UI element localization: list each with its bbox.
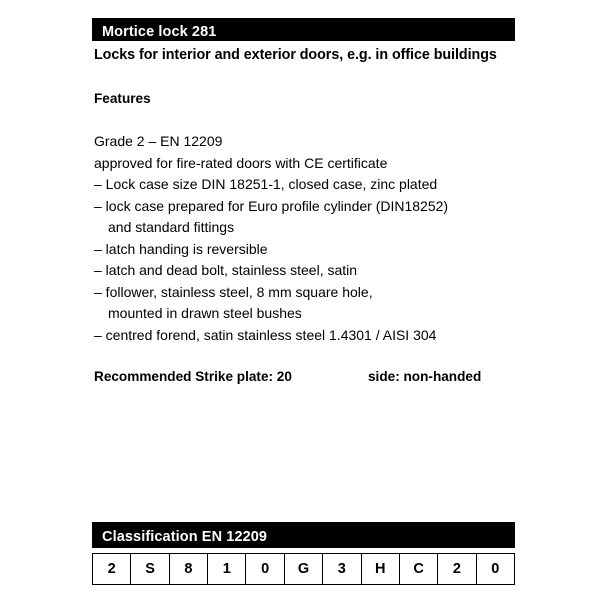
classification-cell: G	[285, 554, 323, 584]
feature-line: – latch handing is reversible	[94, 240, 268, 257]
classification-cell: 3	[323, 554, 361, 584]
feature-line: mounted in drawn steel bushes	[108, 305, 302, 321]
strike-plate-side: side: non-handed	[368, 369, 482, 384]
feature-line: approved for fire-rated doors with CE certificate	[94, 154, 388, 171]
features-heading: Features	[94, 91, 151, 106]
feature-line: and standard fittings	[108, 219, 235, 235]
strike-plate-label: Recommended Strike plate: 20	[94, 369, 292, 384]
classification-cell: 2	[93, 554, 131, 584]
classification-title-bar	[92, 522, 515, 548]
classification-cell: H	[362, 554, 400, 584]
strike-plate-row	[92, 367, 517, 386]
classification-cell: S	[131, 554, 169, 584]
feature-line: – follower, stainless steel, 8 mm square hole,	[94, 283, 373, 300]
feature-line: – centred forend, satin stainless steel 1.4301 / AISI 304	[94, 326, 437, 343]
product-subtitle: Locks for interior and exterior doors, e.g. in office buildings	[94, 47, 497, 63]
classification-title: Classification EN 12209	[102, 529, 268, 545]
feature-line: – lock case prepared for Euro profile cylinder (DIN18252)	[94, 197, 449, 214]
classification-cell: 1	[208, 554, 246, 584]
classification-cell: 8	[170, 554, 208, 584]
features-list	[92, 131, 517, 346]
feature-line: Grade 2 – EN 12209	[94, 133, 223, 149]
classification-table	[92, 553, 515, 585]
product-title-bar	[92, 18, 515, 41]
classification-cell: 0	[477, 554, 514, 584]
product-title: Mortice lock 281	[102, 24, 217, 40]
classification-cell: 2	[438, 554, 476, 584]
feature-line: – latch and dead bolt, stainless steel, satin	[94, 262, 358, 278]
classification-cell: C	[400, 554, 438, 584]
feature-line: – Lock case size DIN 18251-1, closed case, zinc plated	[94, 176, 438, 192]
classification-cell: 0	[246, 554, 284, 584]
